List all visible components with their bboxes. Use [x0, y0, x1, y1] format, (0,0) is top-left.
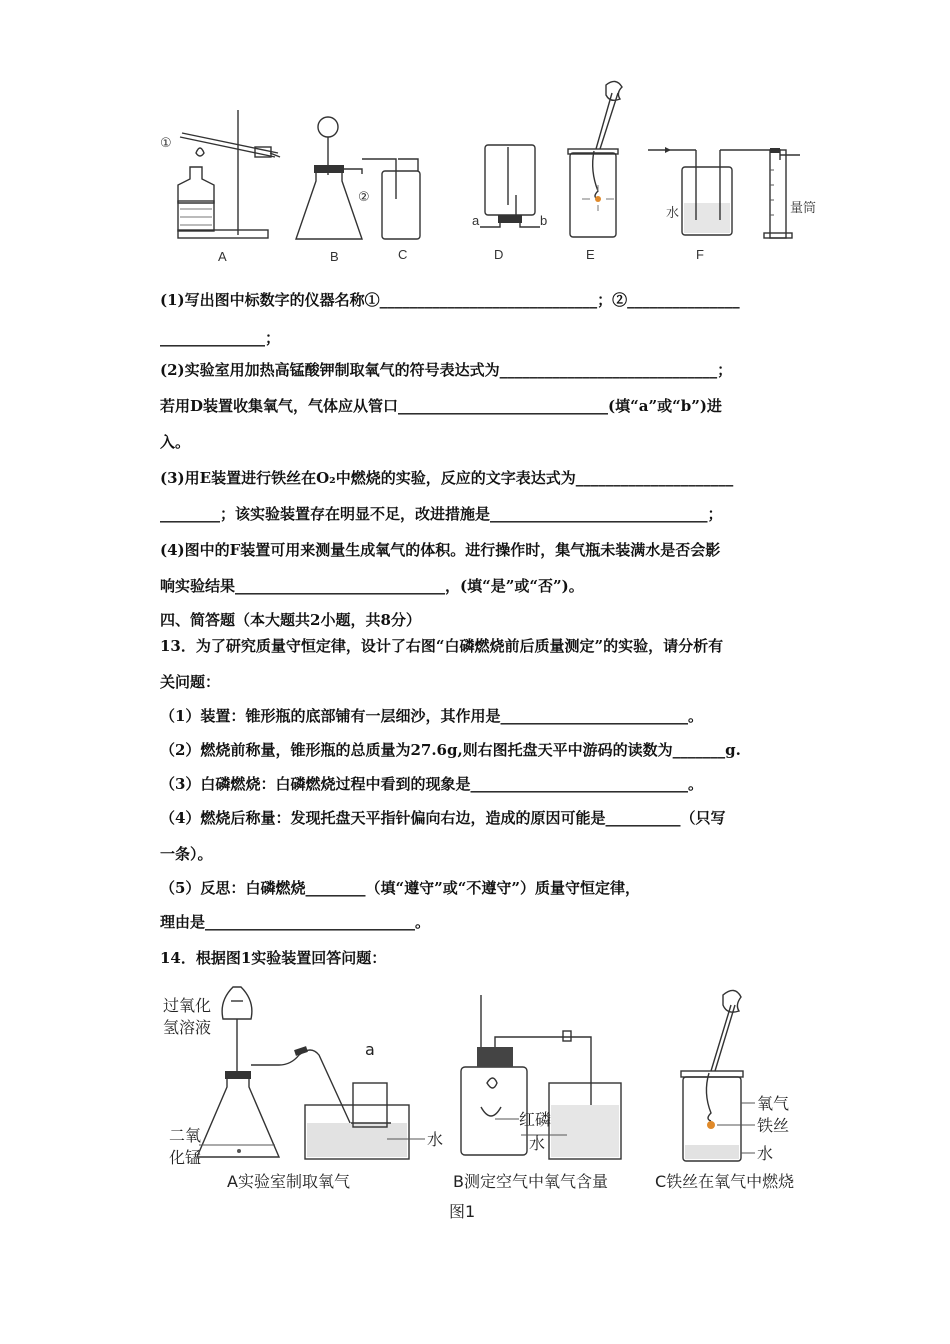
q12-part2-line2: 若用D装置收集氧气，气体应从管口____________________________(填“a”或“b”)进 — [160, 397, 722, 415]
setup-c — [655, 990, 794, 1191]
circle-mark-1: ① — [160, 135, 172, 150]
q13-sub3: （3）白磷燃烧：白磷燃烧过程中看到的现象是_____________________________。 — [160, 775, 703, 793]
bottle-a-label: a — [365, 1040, 375, 1059]
apparatus-d — [472, 145, 547, 262]
label-a: A — [218, 249, 227, 264]
tube-b-label: b — [540, 213, 548, 228]
cylinder-label: 量筒 — [790, 200, 817, 215]
q13-sub5-line2: 理由是____________________________。 — [160, 913, 431, 931]
oxygen-label: 氧气 — [757, 1094, 790, 1113]
q14-stem: 14．根据图1实验装置回答问题： — [160, 949, 387, 967]
q12-part4-line2: 响实验结果____________________________，(填“是”或“否”)。 — [160, 577, 584, 595]
water-label-c: 水 — [757, 1144, 774, 1163]
label-e: E — [586, 247, 595, 262]
q12-part1-line1: (1)写出图中标数字的仪器名称①_____________________________；②_______________ — [160, 291, 740, 309]
tube-a-label: a — [472, 213, 480, 228]
water-label-a: 水 — [427, 1130, 444, 1149]
apparatus-e — [568, 81, 622, 262]
section-four-title: 四、简答题（本大题共2小题，共8分） — [160, 611, 421, 629]
label-c: C — [398, 247, 408, 262]
label-b: B — [330, 249, 339, 264]
q13-sub5-line1: （5）反思：白磷燃烧________（填“遵守”或“不遵守”）质量守恒定律， — [160, 879, 640, 897]
iron-wire-label: 铁丝 — [757, 1116, 790, 1135]
apparatus-figure-top — [150, 75, 830, 270]
mno2-label-line2: 化锰 — [169, 1148, 202, 1167]
apparatus-f — [648, 147, 816, 262]
red-phosphorus-label: 红磷 — [519, 1110, 552, 1129]
water-label: 水 — [666, 205, 680, 220]
setup-a — [163, 987, 443, 1191]
apparatus-a — [160, 110, 280, 264]
q12-part2-line1: (2)实验室用加热高锰酸钾制取氧气的符号表达式为_____________________________； — [160, 361, 733, 379]
q12-part3-line2: ________；该实验装置存在明显不足，改进措施是_____________________________； — [160, 505, 723, 523]
q12-part1-line2: ______________； — [160, 329, 281, 347]
apparatus-b — [296, 117, 362, 264]
setup-b — [453, 995, 621, 1191]
h2o2-label-line1: 过氧化 — [163, 996, 212, 1015]
q13-sub2: （2）燃烧前称量，锥形瓶的总质量为27.6g,则右图托盘天平中游码的读数为_______g. — [160, 741, 741, 759]
apparatus-c — [358, 159, 420, 262]
circle-mark-2: ② — [358, 189, 370, 204]
apparatus-figure-1 — [155, 975, 825, 1225]
label-f: F — [696, 247, 704, 262]
caption-c: C铁丝在氧气中燃烧 — [655, 1172, 795, 1191]
q12-part3-line1: (3)用E装置进行铁丝在O₂中燃烧的实验，反应的文字表达式为_____________________ — [160, 469, 734, 487]
q13-stem-line2: 关问题： — [160, 673, 221, 691]
q12-part4-line1: (4)图中的F装置可用来测量生成氧气的体积。进行操作时，集气瓶未装满水是否会影 — [160, 541, 721, 559]
caption-b: B测定空气中氧气含量 — [453, 1172, 608, 1191]
water-label-b: 水 — [529, 1134, 546, 1153]
h2o2-label-line2: 氢溶液 — [163, 1018, 212, 1037]
q12-part2-line3: 入。 — [160, 433, 191, 451]
caption-a: A实验室制取氧气 — [227, 1172, 350, 1191]
figure-title: 图1 — [449, 1202, 476, 1221]
q13-sub4-line1: （4）燃烧后称量：发现托盘天平指针偏向右边，造成的原因可能是__________（只写 — [160, 809, 726, 827]
q13-sub1: （1）装置：锥形瓶的底部铺有一层细沙，其作用是_________________________。 — [160, 707, 703, 725]
label-d: D — [494, 247, 504, 262]
q13-sub4-line2: 一条）。 — [160, 845, 213, 863]
mno2-label-line1: 二氧 — [169, 1126, 202, 1145]
q13-stem-line1: 13．为了研究质量守恒定律，设计了右图“白磷燃烧前后质量测定”的实验，请分析有 — [160, 637, 724, 655]
